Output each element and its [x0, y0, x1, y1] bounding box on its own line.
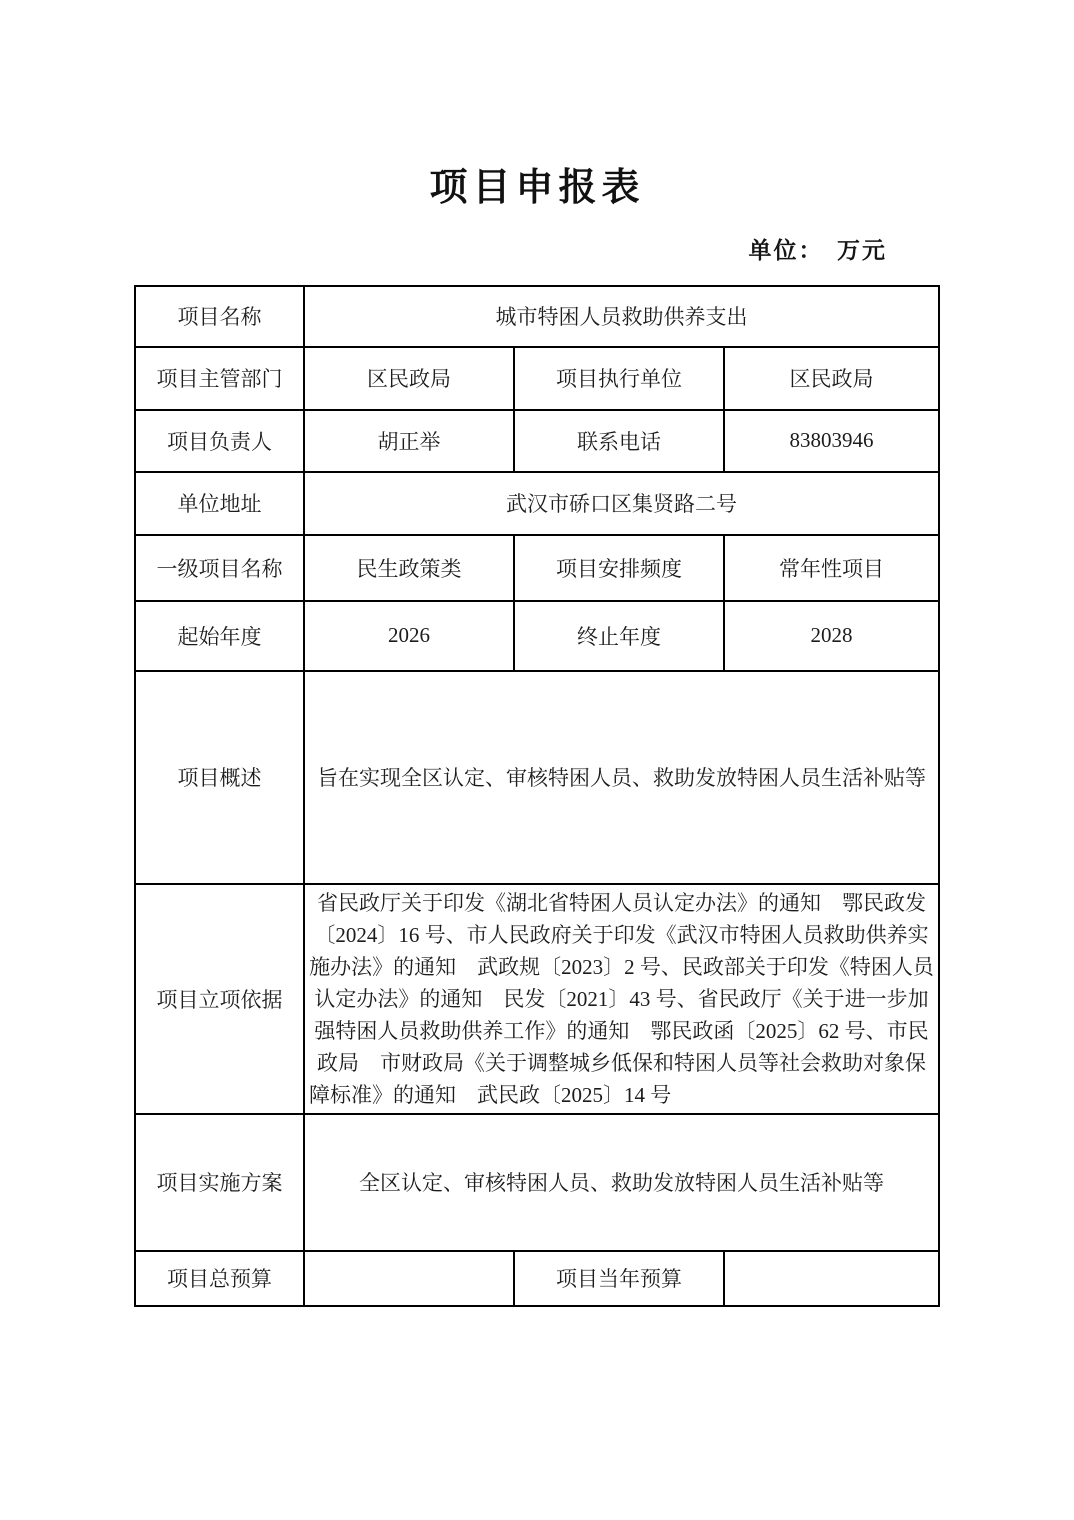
unit-address-value: 武汉市硚口区集贤路二号 — [304, 472, 939, 535]
row-department — [135, 347, 939, 410]
start-year-label: 起始年度 — [135, 601, 304, 671]
contact-phone-value: 83803946 — [724, 410, 939, 472]
level1-project-name-label: 一级项目名称 — [135, 535, 304, 601]
project-name-label: 项目名称 — [135, 286, 304, 347]
implementation-plan-label: 项目实施方案 — [135, 1114, 304, 1251]
supervising-department-value: 区民政局 — [304, 347, 514, 410]
row-years — [135, 601, 939, 671]
current-year-budget-label: 项目当年预算 — [514, 1251, 724, 1306]
page-title: 项目申报表 — [429, 167, 645, 209]
row-project-overview — [135, 671, 939, 884]
arrangement-frequency-value: 常年性项目 — [724, 535, 939, 601]
total-budget-label: 项目总预算 — [135, 1251, 304, 1306]
end-year-value: 2028 — [724, 601, 939, 671]
row-unit-address — [135, 472, 939, 535]
total-budget-value — [304, 1251, 514, 1306]
unit-address-label: 单位地址 — [135, 472, 304, 535]
row-project-name — [135, 286, 939, 347]
contact-phone-label: 联系电话 — [514, 410, 724, 472]
arrangement-frequency-label: 项目安排频度 — [514, 535, 724, 601]
start-year-value: 2026 — [304, 601, 514, 671]
executing-unit-value: 区民政局 — [724, 347, 939, 410]
project-overview-value: 旨在实现全区认定、审核特困人员、救助发放特困人员生活补贴等 — [304, 671, 939, 884]
row-project-basis — [135, 884, 939, 1114]
project-leader-value: 胡正举 — [304, 410, 514, 472]
level1-project-name-value: 民生政策类 — [304, 535, 514, 601]
supervising-department-label: 项目主管部门 — [135, 347, 304, 410]
unit-note: 单位： 万元 — [748, 237, 887, 263]
row-budget — [135, 1251, 939, 1306]
project-name-value: 城市特困人员救助供养支出 — [304, 286, 939, 347]
application-form-table — [134, 285, 940, 1307]
row-level1-frequency — [135, 535, 939, 601]
end-year-label: 终止年度 — [514, 601, 724, 671]
project-overview-label: 项目概述 — [135, 671, 304, 884]
executing-unit-label: 项目执行单位 — [514, 347, 724, 410]
project-basis-label: 项目立项依据 — [135, 884, 304, 1114]
implementation-plan-value: 全区认定、审核特困人员、救助发放特困人员生活补贴等 — [304, 1114, 939, 1251]
unit-note-row — [135, 232, 939, 265]
project-basis-value: 省民政厅关于印发《湖北省特困人员认定办法》的通知 鄂民政发〔2024〕16 号、市人民政府关于印发《武汉市特困人员救助供养实施办法》的通知 武政规〔2023〕2 号、民政部关于印发《特困人员认定办法》的通知 民发〔2021〕43 号、省民政厅《关于进一步加强特困人员救助供养工作》的通知 鄂民政函〔2025〕62 号、市民政局 市财政局《关于调整城乡低保和特困人员等社会救助对象保障标准》的通知 武民政〔2025〕14 号 — [304, 884, 939, 1114]
project-leader-label: 项目负责人 — [135, 410, 304, 472]
current-year-budget-value — [724, 1251, 939, 1306]
row-implementation-plan — [135, 1114, 939, 1251]
row-leader-phone — [135, 410, 939, 472]
